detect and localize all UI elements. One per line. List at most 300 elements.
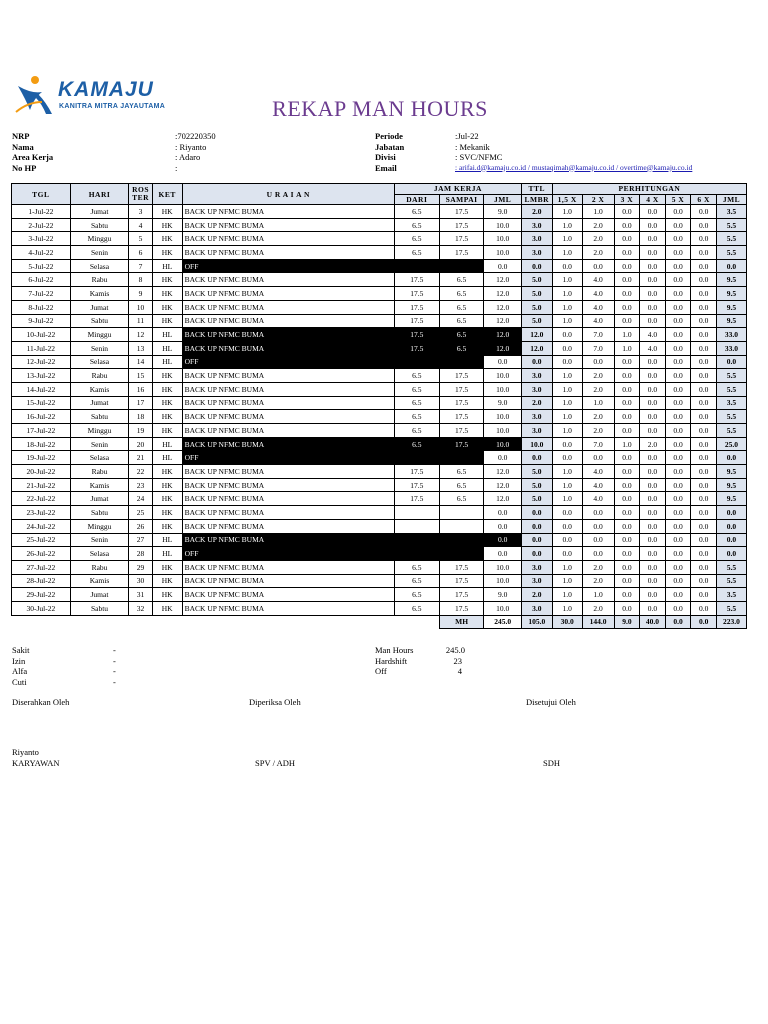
cell-sampai: 6.5 [439, 328, 484, 342]
cell-sampai [439, 547, 484, 561]
cell-tgl: 3-Jul-22 [12, 232, 71, 246]
cell-sampai: 6.5 [439, 465, 484, 479]
footer-5x: 0.0 [665, 615, 691, 629]
cell-jml: 12.0 [484, 478, 521, 492]
cell-1-5x: 1.0 [552, 300, 582, 314]
cell-sampai: 17.5 [439, 437, 484, 451]
cell-roster: 10 [129, 300, 152, 314]
cell-dari: 17.5 [394, 341, 439, 355]
cell-ket: HL [152, 547, 182, 561]
cell-hari: Jumat [70, 492, 129, 506]
cell-sampai: 17.5 [439, 205, 484, 219]
cell-5x: 0.0 [665, 314, 691, 328]
cell-dari: 6.5 [394, 205, 439, 219]
cell-jml-total: 5.5 [716, 560, 746, 574]
cell-1-5x: 1.0 [552, 560, 582, 574]
cell-2x: 2.0 [582, 232, 614, 246]
info-row [12, 152, 312, 163]
cell-jml: 9.0 [484, 588, 521, 602]
cell-jml-total: 9.5 [716, 465, 746, 479]
cell-2x: 4.0 [582, 478, 614, 492]
cell-2x: 2.0 [582, 424, 614, 438]
cell-dari: 6.5 [394, 560, 439, 574]
cell-5x: 0.0 [665, 300, 691, 314]
cell-sampai: 17.5 [439, 218, 484, 232]
cell-jml-total: 5.5 [716, 574, 746, 588]
cell-roster: 21 [129, 451, 152, 465]
cell-dari: 17.5 [394, 478, 439, 492]
info-label: NRP [12, 131, 30, 141]
cell-jml-total: 0.0 [716, 259, 746, 273]
cell-lmbr: 2.0 [521, 205, 552, 219]
cell-2x: 0.0 [582, 547, 614, 561]
table-row [12, 287, 747, 301]
cell-dari [394, 506, 439, 520]
cell-lmbr: 3.0 [521, 560, 552, 574]
cell-sampai: 17.5 [439, 382, 484, 396]
cell-lmbr: 3.0 [521, 246, 552, 260]
cell-4x: 0.0 [640, 601, 666, 615]
cell-dari: 6.5 [394, 574, 439, 588]
cell-3x: 0.0 [614, 369, 640, 383]
cell-4x: 0.0 [640, 478, 666, 492]
cell-1-5x: 1.0 [552, 314, 582, 328]
cell-jml-total: 5.5 [716, 218, 746, 232]
cell-dari [394, 547, 439, 561]
cell-roster: 15 [129, 369, 152, 383]
page-title: REKAP MAN HOURS [272, 96, 488, 121]
cell-sampai: 17.5 [439, 424, 484, 438]
cell-jml-total: 33.0 [716, 328, 746, 342]
cell-roster: 23 [129, 478, 152, 492]
info-label: Jabatan [375, 141, 405, 152]
cell-5x: 0.0 [665, 287, 691, 301]
cell-jml: 12.0 [484, 328, 521, 342]
cell-ket: HK [152, 396, 182, 410]
cell-jml-total: 5.5 [716, 601, 746, 615]
cell-sampai [439, 519, 484, 533]
cell-roster: 4 [129, 218, 152, 232]
cell-tgl: 8-Jul-22 [12, 300, 71, 314]
cell-5x: 0.0 [665, 601, 691, 615]
cell-tgl: 23-Jul-22 [12, 506, 71, 520]
cell-3x: 0.0 [614, 246, 640, 260]
cell-roster: 22 [129, 465, 152, 479]
info-label: Divisi [375, 152, 396, 162]
email-link[interactable]: : arifai.d@kamaju.co.id / mustaqimah@kamaju.co.id / overtime@kamaju.co.id [455, 162, 693, 172]
cell-1-5x: 1.0 [552, 246, 582, 260]
cell-sampai: 17.5 [439, 246, 484, 260]
cell-dari: 6.5 [394, 601, 439, 615]
cell-5x: 0.0 [665, 369, 691, 383]
cell-jml-total: 5.5 [716, 410, 746, 424]
cell-dari: 6.5 [394, 396, 439, 410]
cell-6x: 0.0 [691, 246, 717, 260]
cell-hari: Selasa [70, 355, 129, 369]
summary-label: Off [375, 666, 387, 676]
cell-lmbr: 5.0 [521, 465, 552, 479]
cell-4x: 0.0 [640, 465, 666, 479]
cell-sampai: 6.5 [439, 478, 484, 492]
cell-1-5x: 0.0 [552, 341, 582, 355]
cell-hari: Sabtu [70, 410, 129, 424]
cell-jml: 10.0 [484, 424, 521, 438]
cell-sampai: 6.5 [439, 341, 484, 355]
cell-jml: 12.0 [484, 465, 521, 479]
cell-tgl: 2-Jul-22 [12, 218, 71, 232]
cell-hari: Kamis [70, 382, 129, 396]
cell-2x: 0.0 [582, 355, 614, 369]
cell-sampai [439, 506, 484, 520]
period-info [375, 131, 755, 175]
cell-dari: 17.5 [394, 314, 439, 328]
cell-jml-total: 0.0 [716, 355, 746, 369]
cell-tgl: 5-Jul-22 [12, 259, 71, 273]
cell-uraian: BACK UP NFMC BUMA [182, 574, 394, 588]
cell-3x: 0.0 [614, 410, 640, 424]
cell-jml: 0.0 [484, 533, 521, 547]
footer-jml: 245.0 [484, 615, 521, 629]
cell-tgl: 15-Jul-22 [12, 396, 71, 410]
cell-sampai: 6.5 [439, 492, 484, 506]
cell-jml: 9.0 [484, 205, 521, 219]
info-value: : Adaro [175, 152, 201, 162]
table-row [12, 314, 747, 328]
cell-roster: 32 [129, 601, 152, 615]
cell-uraian: BACK UP NFMC BUMA [182, 382, 394, 396]
cell-3x: 0.0 [614, 287, 640, 301]
cell-roster: 14 [129, 355, 152, 369]
cell-tgl: 29-Jul-22 [12, 588, 71, 602]
cell-ket: HK [152, 492, 182, 506]
cell-3x: 0.0 [614, 519, 640, 533]
cell-hari: Sabtu [70, 601, 129, 615]
cell-ket: HK [152, 246, 182, 260]
col-header-perhitungan: PERHITUNGAN [552, 184, 746, 195]
col-header-jam-kerja: JAM KERJA [394, 184, 521, 195]
cell-3x: 0.0 [614, 533, 640, 547]
col-header-1-5x: 1,5 X [552, 194, 582, 205]
cell-jml: 12.0 [484, 300, 521, 314]
cell-uraian: BACK UP NFMC BUMA [182, 246, 394, 260]
cell-jml-total: 9.5 [716, 300, 746, 314]
cell-2x: 2.0 [582, 410, 614, 424]
table-body [12, 205, 747, 616]
cell-hari: Minggu [70, 519, 129, 533]
cell-3x: 0.0 [614, 424, 640, 438]
cell-roster: 5 [129, 232, 152, 246]
info-row [375, 142, 755, 153]
cell-lmbr: 0.0 [521, 355, 552, 369]
cell-6x: 0.0 [691, 451, 717, 465]
cell-jml: 10.0 [484, 574, 521, 588]
cell-tgl: 26-Jul-22 [12, 547, 71, 561]
cell-3x: 0.0 [614, 396, 640, 410]
cell-hari: Kamis [70, 287, 129, 301]
cell-1-5x: 1.0 [552, 382, 582, 396]
cell-sampai: 6.5 [439, 314, 484, 328]
cell-jml: 10.0 [484, 218, 521, 232]
cell-2x: 7.0 [582, 437, 614, 451]
cell-5x: 0.0 [665, 465, 691, 479]
col-header-dari: DARI [394, 194, 439, 205]
table-row [12, 560, 747, 574]
cell-4x: 0.0 [640, 506, 666, 520]
cell-jml: 10.0 [484, 437, 521, 451]
cell-tgl: 10-Jul-22 [12, 328, 71, 342]
cell-2x: 7.0 [582, 328, 614, 342]
cell-dari: 6.5 [394, 218, 439, 232]
cell-tgl: 4-Jul-22 [12, 246, 71, 260]
cell-dari [394, 519, 439, 533]
info-value: : Riyanto [175, 141, 207, 152]
cell-roster: 16 [129, 382, 152, 396]
summary-row [12, 666, 212, 677]
cell-3x: 0.0 [614, 232, 640, 246]
cell-hari: Rabu [70, 560, 129, 574]
cell-ket: HL [152, 341, 182, 355]
man-hours-table [11, 183, 747, 629]
summary-value: - [113, 655, 116, 666]
cell-2x: 7.0 [582, 341, 614, 355]
cell-tgl: 6-Jul-22 [12, 273, 71, 287]
cell-3x: 0.0 [614, 492, 640, 506]
cell-ket: HL [152, 437, 182, 451]
cell-dari [394, 451, 439, 465]
cell-ket: HK [152, 232, 182, 246]
cell-4x: 0.0 [640, 314, 666, 328]
cell-jml-total: 9.5 [716, 478, 746, 492]
col-header-sampai: SAMPAI [439, 194, 484, 205]
cell-6x: 0.0 [691, 328, 717, 342]
cell-3x: 0.0 [614, 205, 640, 219]
cell-sampai [439, 533, 484, 547]
table-row [12, 424, 747, 438]
cell-5x: 0.0 [665, 574, 691, 588]
cell-ket: HK [152, 588, 182, 602]
table-footer-row [12, 615, 747, 629]
cell-4x: 0.0 [640, 273, 666, 287]
cell-3x: 1.0 [614, 328, 640, 342]
signature-role-karyawan: KARYAWAN [12, 758, 60, 768]
cell-jml-total: 3.5 [716, 205, 746, 219]
info-value: : SVC/NFMC [455, 152, 503, 162]
cell-hari: Senin [70, 437, 129, 451]
cell-2x: 0.0 [582, 451, 614, 465]
table-row [12, 465, 747, 479]
signature-role-spv: SPV / ADH [255, 758, 295, 768]
cell-hari: Sabtu [70, 314, 129, 328]
cell-1-5x: 1.0 [552, 205, 582, 219]
cell-dari: 6.5 [394, 437, 439, 451]
table-row [12, 273, 747, 287]
table-row [12, 246, 747, 260]
cell-lmbr: 0.0 [521, 547, 552, 561]
absence-summary [12, 645, 212, 687]
cell-6x: 0.0 [691, 382, 717, 396]
cell-lmbr: 12.0 [521, 341, 552, 355]
summary-label: Hardshift [375, 655, 408, 666]
cell-1-5x: 1.0 [552, 273, 582, 287]
cell-tgl: 7-Jul-22 [12, 287, 71, 301]
cell-6x: 0.0 [691, 533, 717, 547]
cell-lmbr: 3.0 [521, 574, 552, 588]
cell-3x: 0.0 [614, 355, 640, 369]
cell-sampai [439, 355, 484, 369]
cell-dari: 6.5 [394, 232, 439, 246]
cell-4x: 0.0 [640, 396, 666, 410]
cell-dari: 6.5 [394, 424, 439, 438]
cell-uraian: BACK UP NFMC BUMA [182, 465, 394, 479]
cell-jml: 9.0 [484, 396, 521, 410]
cell-1-5x: 1.0 [552, 396, 582, 410]
cell-5x: 0.0 [665, 478, 691, 492]
table-row [12, 300, 747, 314]
cell-ket: HK [152, 560, 182, 574]
cell-6x: 0.0 [691, 287, 717, 301]
cell-uraian: BACK UP NFMC BUMA [182, 492, 394, 506]
employee-info [12, 131, 312, 175]
summary-label: Sakit [12, 645, 30, 655]
cell-2x: 2.0 [582, 218, 614, 232]
cell-4x: 0.0 [640, 232, 666, 246]
cell-ket: HK [152, 273, 182, 287]
cell-5x: 0.0 [665, 246, 691, 260]
table-row [12, 218, 747, 232]
cell-uraian: BACK UP NFMC BUMA [182, 328, 394, 342]
cell-2x: 4.0 [582, 300, 614, 314]
cell-jml-total: 33.0 [716, 341, 746, 355]
cell-roster: 18 [129, 410, 152, 424]
cell-jml-total: 0.0 [716, 506, 746, 520]
cell-ket: HK [152, 478, 182, 492]
cell-lmbr: 5.0 [521, 478, 552, 492]
cell-lmbr: 5.0 [521, 287, 552, 301]
cell-6x: 0.0 [691, 492, 717, 506]
cell-5x: 0.0 [665, 560, 691, 574]
cell-4x: 0.0 [640, 382, 666, 396]
cell-roster: 28 [129, 547, 152, 561]
cell-jml: 12.0 [484, 314, 521, 328]
cell-hari: Jumat [70, 300, 129, 314]
table-row [12, 492, 747, 506]
cell-3x: 0.0 [614, 218, 640, 232]
cell-1-5x: 1.0 [552, 369, 582, 383]
cell-2x: 0.0 [582, 259, 614, 273]
cell-2x: 1.0 [582, 396, 614, 410]
cell-uraian: BACK UP NFMC BUMA [182, 560, 394, 574]
cell-jml-total: 5.5 [716, 382, 746, 396]
table-row [12, 382, 747, 396]
employee-name: Riyanto [12, 747, 39, 757]
cell-6x: 0.0 [691, 218, 717, 232]
cell-hari: Minggu [70, 232, 129, 246]
cell-5x: 0.0 [665, 506, 691, 520]
cell-6x: 0.0 [691, 588, 717, 602]
cell-1-5x: 1.0 [552, 232, 582, 246]
info-label: Nama [12, 141, 34, 152]
cell-jml-total: 0.0 [716, 451, 746, 465]
cell-roster: 27 [129, 533, 152, 547]
cell-6x: 0.0 [691, 341, 717, 355]
cell-jml: 10.0 [484, 369, 521, 383]
cell-roster: 19 [129, 424, 152, 438]
cell-6x: 0.0 [691, 465, 717, 479]
table-row [12, 328, 747, 342]
cell-jml: 10.0 [484, 560, 521, 574]
cell-ket: HL [152, 451, 182, 465]
cell-tgl: 18-Jul-22 [12, 437, 71, 451]
cell-5x: 0.0 [665, 437, 691, 451]
col-header-jml-total: JML [716, 194, 746, 205]
table-row [12, 547, 747, 561]
cell-ket: HK [152, 424, 182, 438]
cell-sampai: 6.5 [439, 273, 484, 287]
cell-sampai: 17.5 [439, 232, 484, 246]
summary-label: Man Hours [375, 645, 414, 655]
company-logo [12, 72, 182, 118]
table-row [12, 601, 747, 615]
cell-5x: 0.0 [665, 588, 691, 602]
cell-6x: 0.0 [691, 574, 717, 588]
cell-jml-total: 9.5 [716, 273, 746, 287]
info-value: :Jul-22 [455, 131, 479, 141]
cell-1-5x: 1.0 [552, 492, 582, 506]
col-header-jml: JML [484, 194, 521, 205]
cell-4x: 0.0 [640, 218, 666, 232]
cell-uraian: BACK UP NFMC BUMA [182, 396, 394, 410]
cell-hari: Selasa [70, 547, 129, 561]
cell-lmbr: 2.0 [521, 588, 552, 602]
cell-ket: HK [152, 218, 182, 232]
cell-6x: 0.0 [691, 369, 717, 383]
cell-uraian: BACK UP NFMC BUMA [182, 205, 394, 219]
cell-uraian: OFF [182, 355, 394, 369]
cell-4x: 0.0 [640, 287, 666, 301]
logo-subtitle: KANITRA MITRA JAYAUTAMA [59, 103, 166, 110]
table-row [12, 355, 747, 369]
cell-uraian: BACK UP NFMC BUMA [182, 506, 394, 520]
cell-jml: 0.0 [484, 451, 521, 465]
cell-lmbr: 0.0 [521, 506, 552, 520]
cell-roster: 11 [129, 314, 152, 328]
cell-3x: 0.0 [614, 560, 640, 574]
cell-jml-total: 0.0 [716, 533, 746, 547]
cell-6x: 0.0 [691, 259, 717, 273]
cell-2x: 2.0 [582, 382, 614, 396]
cell-hari: Selasa [70, 451, 129, 465]
cell-5x: 0.0 [665, 424, 691, 438]
cell-lmbr: 3.0 [521, 382, 552, 396]
cell-5x: 0.0 [665, 328, 691, 342]
cell-roster: 6 [129, 246, 152, 260]
cell-lmbr: 0.0 [521, 533, 552, 547]
cell-uraian: BACK UP NFMC BUMA [182, 218, 394, 232]
cell-jml-total: 9.5 [716, 314, 746, 328]
cell-dari: 17.5 [394, 300, 439, 314]
cell-dari: 6.5 [394, 369, 439, 383]
cell-roster: 30 [129, 574, 152, 588]
cell-1-5x: 0.0 [552, 451, 582, 465]
cell-jml-total: 0.0 [716, 547, 746, 561]
cell-ket: HK [152, 574, 182, 588]
cell-2x: 0.0 [582, 519, 614, 533]
cell-roster: 29 [129, 560, 152, 574]
cell-3x: 0.0 [614, 506, 640, 520]
cell-lmbr: 3.0 [521, 232, 552, 246]
cell-dari: 17.5 [394, 465, 439, 479]
cell-ket: HK [152, 465, 182, 479]
